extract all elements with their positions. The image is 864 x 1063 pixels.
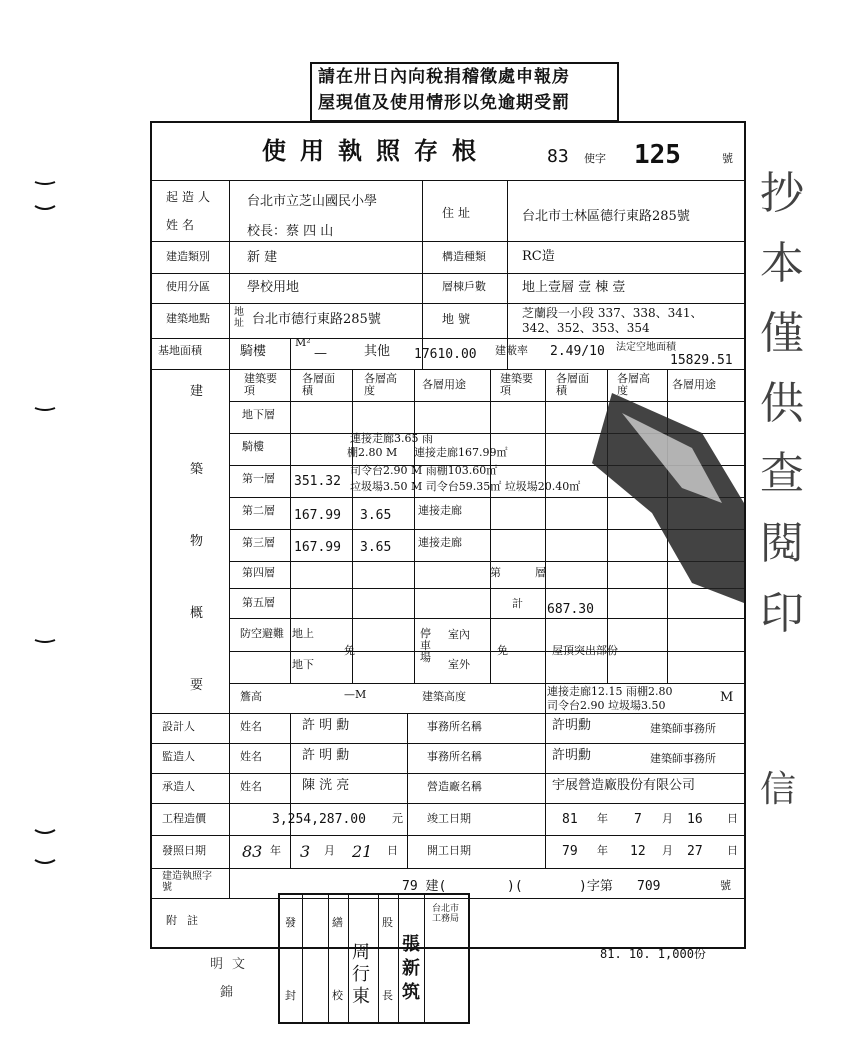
total-area: 687.30 — [547, 602, 594, 617]
issue-day: 21 — [352, 842, 373, 861]
margin-char-7: 印 — [760, 588, 804, 639]
f2-area: 167.99 — [294, 508, 341, 523]
f2-use: 連接走廊 — [418, 504, 462, 517]
start-label: 開工日期 — [427, 844, 471, 857]
issue-year: 83 — [242, 842, 263, 861]
box-label-check: 校 — [332, 989, 343, 1002]
issue-y-unit: 年 — [270, 844, 281, 857]
parking-indoor-label: 室內 — [448, 628, 470, 641]
seal-char-3: 筑 — [402, 982, 420, 1003]
unit-m2: M² — [295, 336, 311, 349]
completion-month: 7 — [634, 812, 642, 827]
start-day: 27 — [687, 844, 703, 859]
permit-mid: )( — [507, 879, 523, 894]
stamp-name-1: 周 — [352, 942, 370, 963]
firm-label: 營造廠名稱 — [427, 780, 482, 793]
designer-office: 許明勳 — [552, 718, 592, 733]
use-zone-label: 使用分區 — [166, 280, 210, 293]
contractor-name-label: 姓名 — [240, 780, 262, 793]
supervisor-name: 許 明 勳 — [302, 748, 350, 763]
coverage-label: 建蔽率 — [495, 344, 528, 357]
permit-prefix: 使字 — [584, 152, 606, 165]
cost-value: 3,254,287.00 — [272, 812, 366, 827]
site-area-label: 基地面積 — [158, 344, 202, 357]
permit-pre: 79 建( — [402, 879, 447, 894]
start-year: 79 — [562, 844, 578, 859]
other-label: 其他 — [364, 344, 391, 359]
total-first: 第 — [490, 566, 501, 579]
applicant-name: 台北市立芝山國民小學 — [247, 194, 378, 209]
f1-note-1: 司令台2.90 M 雨棚103.60㎡ — [350, 464, 498, 477]
seal-char-1: 張 — [402, 934, 420, 955]
left-stamp-2: 文 — [232, 957, 246, 972]
designer-label: 設計人 — [162, 720, 195, 733]
legal-open-value: 15829.51 — [670, 353, 733, 368]
supervisor-office-label: 事務所名稱 — [427, 750, 482, 763]
f3-area: 167.99 — [294, 540, 341, 555]
side-label-4: 概 — [190, 606, 204, 621]
designer-name: 許 明 勳 — [302, 718, 350, 733]
f1-note-2: 垃圾場3.50 M 司令台59.35㎡ 垃圾場20.40㎡ — [350, 480, 581, 493]
margin-char-1: 抄 — [760, 168, 804, 219]
col-area-2: 各層面積 — [556, 372, 589, 398]
issue-month: 3 — [300, 842, 311, 861]
permit-form — [150, 121, 746, 949]
print-info: 81. 10. 1,000份 — [600, 947, 706, 961]
row-floor-3: 第三層 — [242, 536, 275, 549]
parking-label: 停車場 — [420, 627, 431, 665]
margin-char-3: 僅 — [760, 308, 804, 359]
permit-suffix: 號 — [722, 152, 733, 165]
supervisor-name-label: 姓名 — [240, 750, 262, 763]
row-arcade: 騎樓 — [242, 440, 264, 453]
notice-line-1: 請在卅日內向稅捐稽徵處申報房 — [318, 67, 570, 87]
arcade-note-2: 棚2.80 M — [347, 446, 398, 459]
contractor-name: 陳 洸 亮 — [302, 778, 350, 793]
stamp-name-2: 行 — [352, 964, 370, 985]
air-above-label: 地上 — [292, 627, 314, 640]
f2-height: 3.65 — [360, 508, 392, 523]
margin-char-5: 查 — [760, 448, 804, 499]
contractor-label: 承造人 — [162, 780, 195, 793]
supervisor-label: 監造人 — [162, 750, 195, 763]
remarks-label: 附註 — [166, 914, 208, 927]
box-label-issue: 發 — [285, 916, 296, 929]
permit-number: 125 — [634, 140, 681, 170]
site-address-value: 台北市德行東路285號 — [252, 312, 381, 327]
left-stamp — [208, 958, 258, 1016]
other-area: 17610.00 — [414, 347, 477, 362]
f3-height: 3.65 — [360, 540, 392, 555]
start-month: 12 — [630, 844, 646, 859]
issue-label: 發照日期 — [162, 844, 206, 857]
arcade-note-1: 連接走廊3.65 雨 — [350, 432, 433, 445]
parking-indoor-value: 免 — [497, 644, 508, 657]
permit-no-unit: 號 — [720, 879, 731, 892]
build-type-value: 新 建 — [247, 250, 278, 265]
designer-office-suffix: 建築師事務所 — [650, 722, 716, 735]
punch-marks — [30, 170, 60, 870]
total-label: 計 — [512, 597, 523, 610]
structure-value: RC造 — [522, 249, 555, 264]
lot-line-2: 342、352、353、354 — [522, 321, 650, 335]
side-label-2: 築 — [190, 462, 204, 477]
side-label-1: 建 — [190, 384, 204, 399]
addr-tag: 地址 — [234, 307, 244, 329]
legal-open-label: 法定空地面積 — [616, 342, 676, 353]
f1-area: 351.32 — [294, 474, 341, 489]
cost-unit: 元 — [392, 812, 403, 825]
supervisor-office: 許明勳 — [552, 748, 592, 763]
total-floor: 層 — [535, 566, 546, 579]
issue-d-unit: 日 — [387, 844, 398, 857]
arcade-label: 騎樓 — [240, 344, 267, 359]
permit-no-label: 建造執照字號 — [162, 871, 212, 893]
start-d-unit: 日 — [727, 844, 738, 857]
applicant-address: 台北市士林區德行東路285號 — [522, 209, 690, 224]
row-floor-5: 第五層 — [242, 596, 275, 609]
stamp-name-3: 東 — [352, 986, 370, 1007]
f1-note-3: 連接走廊167.99㎡ — [414, 446, 508, 459]
box-label-seal: 封 — [285, 989, 296, 1002]
form-title: 使用執照存根 — [262, 136, 490, 165]
name-label: 姓名 — [166, 218, 199, 232]
address-label: 住址 — [442, 206, 475, 220]
completion-year: 81 — [562, 812, 578, 827]
f3-use: 連接走廊 — [418, 536, 462, 549]
designer-name-label: 姓名 — [240, 720, 262, 733]
col-item-2: 建築要項 — [500, 372, 533, 398]
col-use-2: 各層用途 — [672, 378, 716, 391]
permit-post: )字第 — [579, 879, 613, 894]
site-address-label: 建築地點 — [166, 312, 210, 325]
row-floor-1: 第一層 — [242, 472, 275, 485]
building-height-label: 建築高度 — [422, 690, 466, 703]
ink-smudge — [592, 393, 744, 603]
issue-m-unit: 月 — [324, 844, 335, 857]
coverage-value: 2.49/10 — [550, 344, 605, 359]
notice-line-2: 屋現值及使用情形以免逾期受罰 — [318, 93, 570, 113]
margin-char-8: 信 — [760, 769, 797, 810]
completion-label: 竣工日期 — [427, 812, 471, 825]
floors-value: 地上壹層 壹 棟 壹 — [522, 280, 626, 295]
margin-char-4: 供 — [760, 378, 804, 429]
height-line-1: 連接走廊12.15 雨棚2.80 — [547, 685, 673, 698]
permit-no-value: 709 — [637, 879, 661, 894]
build-type-label: 建造類別 — [166, 250, 210, 263]
eave-label: 簷高 — [240, 690, 262, 703]
cost-label: 工程造價 — [162, 812, 206, 825]
completion-m-unit: 月 — [662, 812, 673, 825]
signoff-box — [278, 893, 470, 1024]
lot-line-1: 芝蘭段一小段 337、338、341、 — [522, 306, 703, 320]
principal-name: 校長：蔡 四 山 — [247, 224, 334, 239]
col-height: 各層高度 — [364, 372, 397, 398]
box-label-chief: 長 — [382, 989, 393, 1002]
air-below-label: 地下 — [292, 658, 314, 671]
margin-char-2: 本 — [760, 238, 804, 289]
completion-d-unit: 日 — [727, 812, 738, 825]
col-use: 各層用途 — [422, 378, 466, 391]
use-zone-value: 學校用地 — [247, 280, 300, 295]
structure-label: 構造種類 — [442, 250, 486, 263]
row-basement: 地下層 — [242, 408, 275, 421]
contractor-firm: 宇展營造廠股份有限公司 — [552, 778, 696, 793]
applicant-label: 起造人 — [166, 190, 215, 204]
designer-office-label: 事務所名稱 — [427, 720, 482, 733]
margin-stamp — [752, 170, 812, 870]
air-above-value: 免 — [344, 644, 355, 657]
col-item: 建築要項 — [244, 372, 277, 398]
left-stamp-1: 明 — [210, 957, 224, 972]
supervisor-office-suffix: 建築師事務所 — [650, 752, 716, 765]
col-area: 各層面積 — [302, 372, 335, 398]
eave-value: —M — [344, 688, 367, 701]
lot-label: 地號 — [442, 312, 475, 326]
row-floor-4: 第四層 — [242, 566, 275, 579]
margin-char-6: 閱 — [760, 518, 804, 569]
start-m-unit: 月 — [662, 844, 673, 857]
row-floor-2: 第二層 — [242, 504, 275, 517]
arcade-area: — — [314, 346, 327, 361]
tax-notice-stamp — [310, 62, 619, 122]
box-label-copy: 繕 — [332, 916, 343, 929]
parking-outdoor-label: 室外 — [448, 658, 470, 671]
col-height-2: 各層高度 — [617, 372, 650, 398]
height-line-2: 司令台2.90 垃圾場3.50 — [547, 699, 666, 712]
seal-text: 台北市工務局 — [432, 904, 460, 924]
roof-projection-label: 屋頂突出部份 — [552, 644, 618, 657]
completion-y-unit: 年 — [597, 812, 608, 825]
permit-year: 83 — [547, 146, 569, 167]
side-label-3: 物 — [190, 534, 204, 549]
box-label-section: 股 — [382, 916, 393, 929]
air-raid-label: 防空避難 — [240, 627, 284, 640]
start-y-unit: 年 — [597, 844, 608, 857]
floors-label: 層棟戶數 — [442, 280, 486, 293]
left-stamp-3: 錦 — [220, 985, 234, 1000]
side-label-5: 要 — [190, 678, 204, 693]
completion-day: 16 — [687, 812, 703, 827]
seal-char-2: 新 — [402, 958, 420, 979]
height-unit: M — [720, 690, 734, 705]
